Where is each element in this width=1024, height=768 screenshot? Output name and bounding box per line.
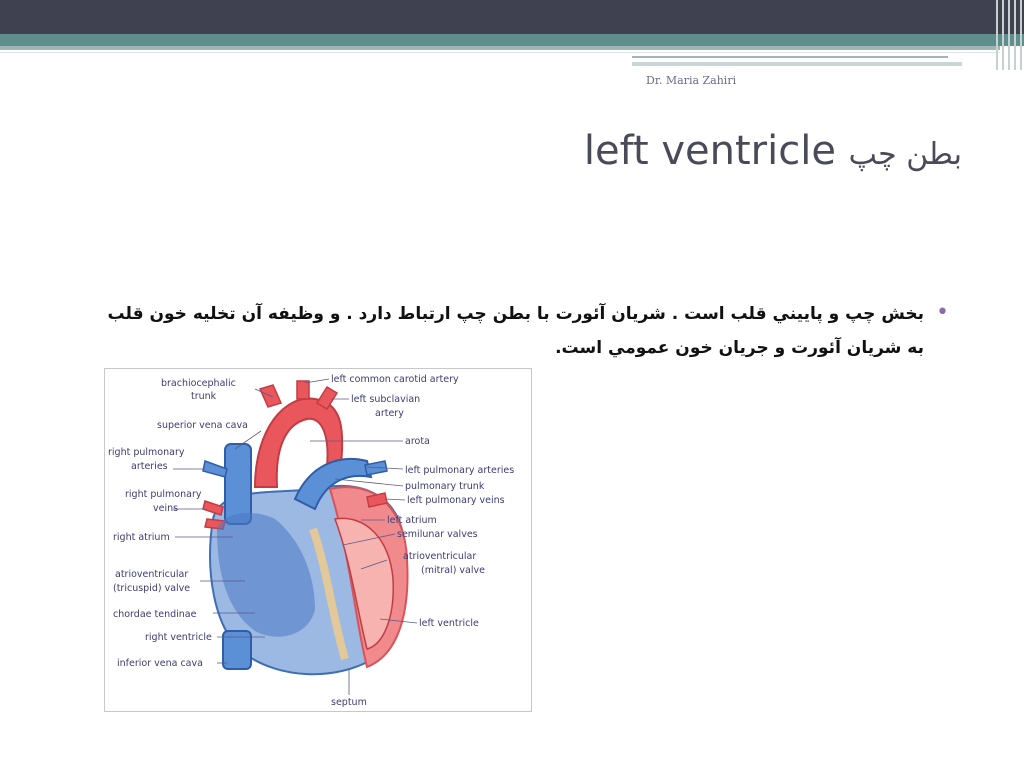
- label-septum: septum: [331, 697, 367, 708]
- label-left-atrium: left atrium: [387, 515, 437, 526]
- label-left-pulmonary-arteries: left pulmonary arteries: [405, 465, 515, 476]
- label-right-pulmonary-arteries: right pulmonary: [108, 447, 185, 458]
- header-thin-line: [0, 52, 1000, 53]
- title-persian: بطن چپ: [848, 137, 962, 172]
- label-right-pulmonary-veins: right pulmonary: [125, 489, 202, 500]
- label-av-mitral-2: (mitral) valve: [421, 565, 485, 576]
- header-light-band: [0, 46, 1000, 50]
- label-pulmonary-trunk: pulmonary trunk: [405, 481, 485, 492]
- label-brachiocephalic: brachiocephalic: [161, 378, 236, 389]
- label-chordae-tendinae: chordae tendinae: [113, 609, 197, 620]
- label-semilunar-valves: semilunar valves: [397, 529, 478, 540]
- bullet-text: بخش چپ و پاييني قلب است . شريان آئورت با بطن چپ ارتباط دارد . و وظيفه آن تخليه خون قلب به شريان آئورت و جريان خون عمومي است.: [107, 304, 924, 358]
- edge-stripes: [994, 0, 1024, 70]
- label-av-tricuspid-2: (tricuspid) valve: [113, 583, 191, 594]
- label-av-mitral: atrioventricular: [403, 551, 477, 562]
- label-left-common-carotid: left common carotid artery: [331, 374, 459, 385]
- author-name: Dr. Maria Zahiri: [646, 74, 737, 87]
- label-left-ventricle: left ventricle: [419, 618, 479, 629]
- label-right-ventricle: right ventricle: [145, 632, 212, 643]
- header-dark-band: [0, 0, 1024, 34]
- label-inferior-vena-cava: inferior vena cava: [117, 658, 203, 669]
- title-english: left ventricle: [583, 128, 836, 174]
- heart-diagram: [104, 368, 532, 712]
- label-left-subclavian: left subclavian: [351, 394, 421, 405]
- label-right-atrium: right atrium: [113, 532, 170, 543]
- label-arota: arota: [405, 436, 430, 447]
- bullet-icon: •: [936, 300, 949, 325]
- label-left-pulmonary-veins: left pulmonary veins: [407, 495, 505, 506]
- label-right-pulmonary-veins-2: veins: [153, 503, 179, 514]
- header-accent-line: [632, 56, 948, 58]
- label-superior-vena-cava: superior vena cava: [157, 420, 248, 431]
- label-trunk: trunk: [191, 391, 217, 402]
- heart-illustration: [105, 369, 531, 711]
- header-accent-bar: [632, 62, 962, 66]
- header-teal-band: [0, 34, 1024, 46]
- label-right-pulmonary-arteries-2: arteries: [131, 461, 168, 472]
- label-left-subclavian-2: artery: [375, 408, 404, 419]
- label-av-tricuspid: atrioventricular: [115, 569, 189, 580]
- slide-title: [584, 128, 962, 174]
